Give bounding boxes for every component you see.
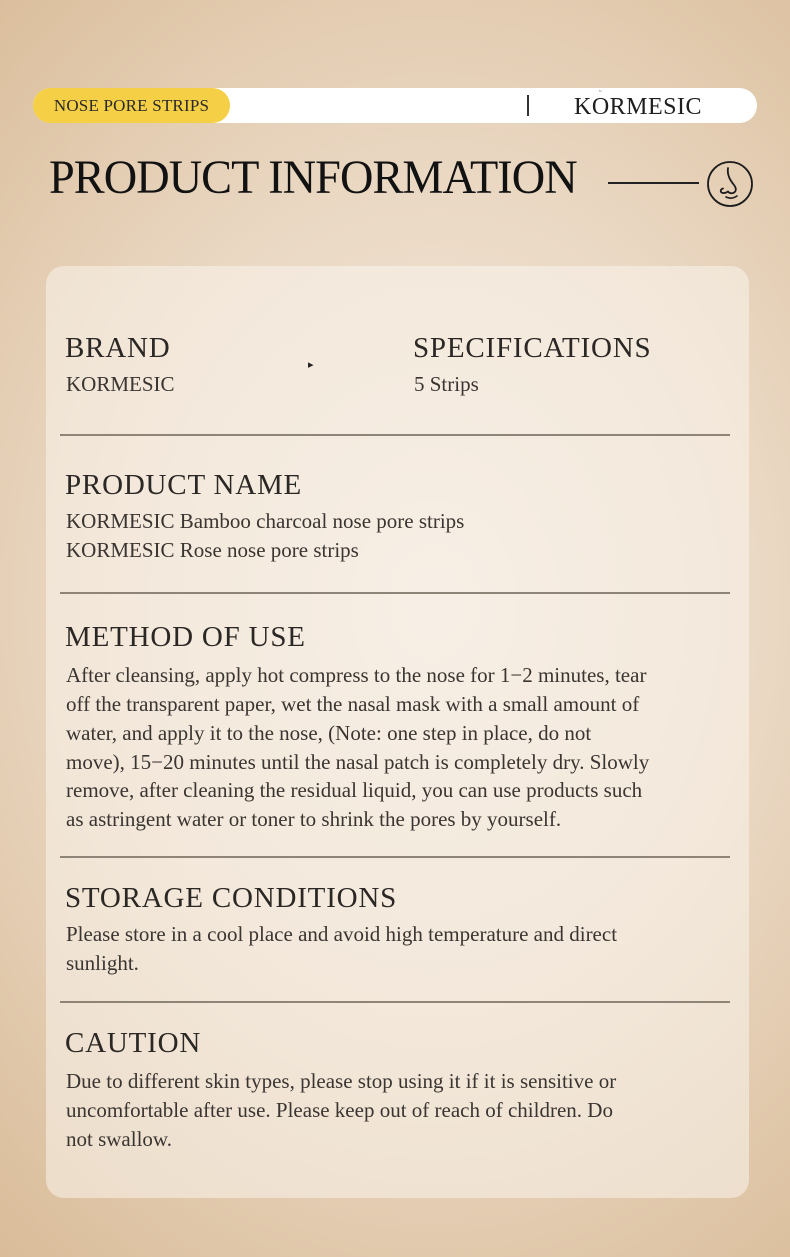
caution-line: uncomfortable after use. Please keep out of reach of children. Do (66, 1098, 613, 1122)
specifications-value: 5 Strips (414, 372, 479, 396)
top-bar (33, 88, 757, 123)
arrow-icon: ▸ (308, 359, 314, 371)
method-line: water, and apply it to the nose, (Note: one step in place, do not (66, 721, 592, 745)
method-line: remove, after cleaning the residual liquid, you can use products such (66, 778, 643, 802)
divider (60, 1001, 730, 1003)
method-line: move), 15−20 minutes until the nasal patch is completely dry. Slowly (66, 750, 650, 774)
brand-logo: KORMESIC (574, 94, 703, 120)
divider (60, 592, 730, 594)
storage-line: sunlight. (66, 951, 139, 975)
title-divider (608, 182, 699, 184)
product-name-heading: PRODUCT NAME (65, 469, 303, 501)
page-title: PRODUCT INFORMATION (49, 151, 577, 204)
specifications-heading: SPECIFICATIONS (413, 332, 652, 364)
logo-accent-icon: ᵕ (599, 86, 602, 96)
storage-heading: STORAGE CONDITIONS (65, 882, 398, 914)
product-name-line: KORMESIC Rose nose pore strips (66, 538, 359, 562)
product-name-line: KORMESIC Bamboo charcoal nose pore strips (66, 509, 465, 533)
method-line: off the transparent paper, wet the nasal mask with a small amount of (66, 692, 640, 716)
brand-heading: BRAND (65, 332, 171, 364)
method-line: After cleansing, apply hot compress to the nose for 1−2 minutes, tear (66, 663, 647, 687)
brand-value: KORMESIC (66, 372, 175, 396)
storage-line: Please store in a cool place and avoid high temperature and direct (66, 922, 618, 946)
method-heading: METHOD OF USE (65, 621, 306, 653)
divider (60, 856, 730, 858)
caution-line: not swallow. (66, 1127, 172, 1151)
nose-icon (706, 160, 754, 208)
caution-heading: CAUTION (65, 1027, 202, 1059)
bar-divider (527, 95, 529, 116)
caution-line: Due to different skin types, please stop using it if it is sensitive or (66, 1069, 617, 1093)
divider (60, 434, 730, 436)
category-pill: NOSE PORE STRIPS (33, 88, 230, 123)
method-line: as astringent water or toner to shrink the pores by yourself. (66, 807, 562, 831)
